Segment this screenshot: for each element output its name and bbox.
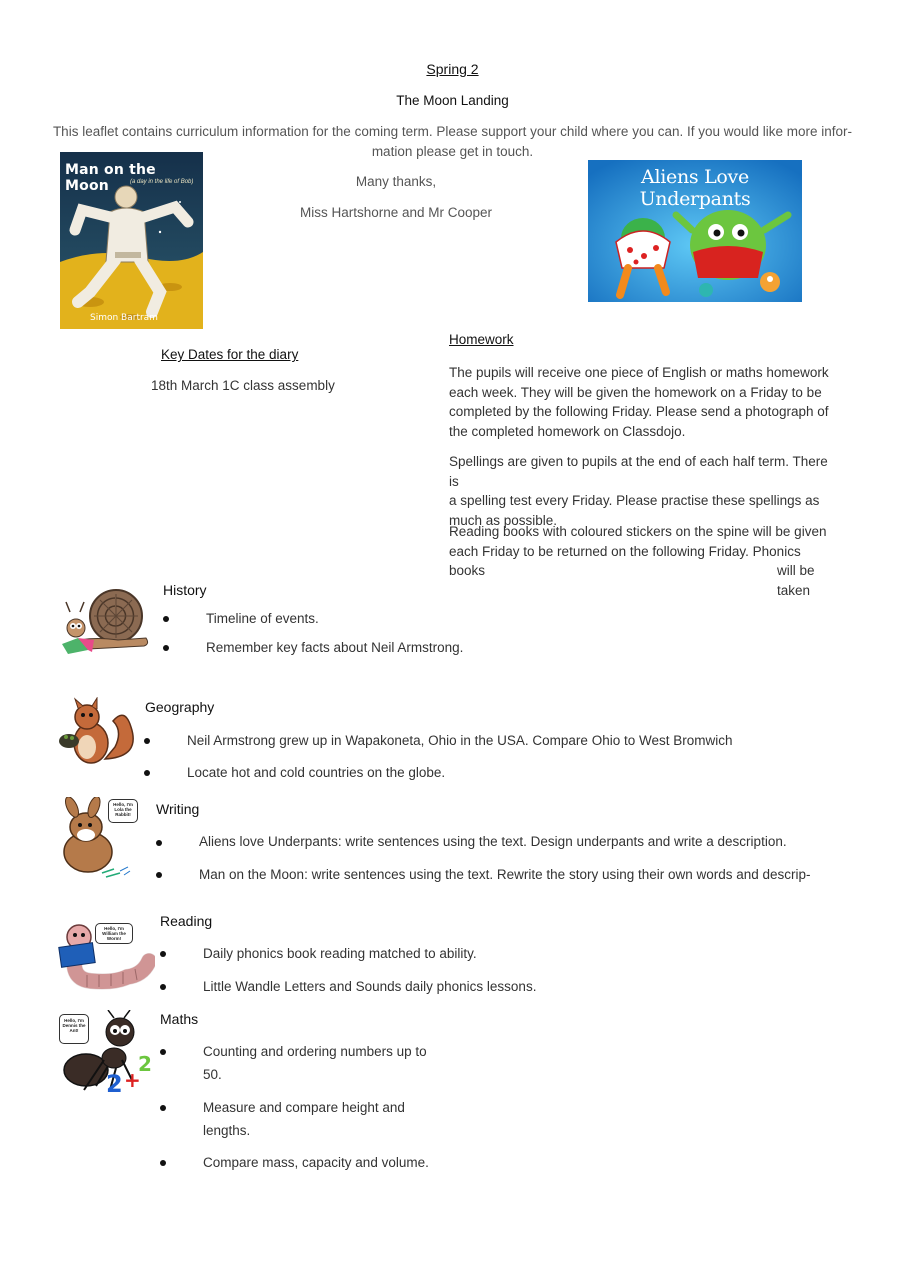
number-two-blue-icon: 2 (106, 1070, 123, 1098)
book-subtitle: (a day in the life of Bob) (130, 179, 194, 185)
topic-title: The Moon Landing (396, 93, 509, 108)
homework-paragraph-2 (449, 452, 834, 530)
writing-item: Aliens love Underpants: write sentences using the text. Design underpants and write a description. (199, 834, 787, 849)
book-author: Simon Bartram (90, 313, 158, 323)
maths-item (203, 1096, 405, 1142)
worm-illustration (57, 917, 155, 991)
number-two-green-icon: 2 (138, 1052, 152, 1076)
maths-item (203, 1151, 429, 1174)
speech-bubble: Hello, I'm Lola the Rabbit! (108, 799, 138, 823)
homework-paragraph-1 (449, 363, 834, 441)
bullet (160, 1049, 166, 1055)
writing-item: Man on the Moon: write sentences using the text. Rewrite the story using their own words and descrip- (199, 867, 811, 882)
aliens-love-underpants-cover (588, 160, 802, 302)
key-dates-heading: Key Dates for the diary (161, 347, 299, 362)
book-title: Man on the Moon (65, 162, 156, 194)
plus-red-icon: + (124, 1068, 141, 1092)
speech-bubble: Hello, I'm Dennis the Ant! (59, 1014, 89, 1044)
snail-illustration (58, 588, 153, 656)
writing-heading: Writing (156, 801, 200, 817)
bullet (160, 984, 166, 990)
thanks-text: Many thanks, (355, 174, 437, 189)
text-line: Reading books with coloured stickers on the spine will be given (449, 524, 827, 539)
text-line: much as possible. (449, 512, 558, 528)
bullet (163, 645, 169, 651)
bullet (160, 951, 166, 957)
rabbit-illustration (58, 797, 140, 879)
bullet (156, 840, 162, 846)
key-date-item: 18th March 1C class assembly (151, 378, 335, 393)
text-line: 50. (203, 1067, 222, 1082)
man-on-the-moon-cover (60, 152, 203, 329)
geography-item: Locate hot and cold countries on the globe. (187, 765, 446, 780)
text-line: The pupils will receive one piece of English or maths homework (449, 365, 829, 380)
text-line: Measure and compare height and (203, 1100, 405, 1115)
bullet (163, 616, 169, 622)
term-title: Spring 2 (426, 61, 479, 77)
history-heading: History (163, 582, 207, 598)
reading-heading: Reading (160, 913, 213, 929)
text-line: a spelling test every Friday. Please practise these spellings as (449, 493, 820, 508)
text-line: Spellings are given to pupils at the end of each half term. There is (449, 454, 828, 489)
reading-item: Little Wandle Letters and Sounds daily phonics lessons. (203, 979, 537, 994)
speech-bubble: Hello, I'm William the Worm! (95, 923, 133, 944)
history-item: Remember key facts about Neil Armstrong. (206, 640, 464, 655)
signoff-text: Miss Hartshorne and Mr Cooper (299, 205, 493, 220)
bullet (144, 770, 150, 776)
squirrel-illustration (57, 697, 137, 769)
homework-heading: Homework (449, 332, 514, 347)
geography-item: Neil Armstrong grew up in Wapakoneta, Ohio in the USA. Compare Ohio to West Bromwich (187, 733, 733, 748)
text-line: each week. They will be given the homework on a Friday to be (449, 384, 822, 400)
text-line: each Friday to be returned on the following Friday. Phonics books (449, 543, 801, 578)
text-line: lengths. (203, 1123, 251, 1138)
homework-trail (777, 561, 815, 600)
intro-line-2: mation please get in touch. (371, 144, 534, 159)
bullet (144, 738, 150, 744)
text-line: Compare mass, capacity and volume. (203, 1155, 429, 1170)
reading-item: Daily phonics book reading matched to ability. (203, 946, 477, 961)
bullet (160, 1160, 166, 1166)
intro-line-1: This leaflet contains curriculum information for the coming term. Please support your child where you can. If you would like more infor- (52, 124, 853, 139)
maths-item (203, 1040, 427, 1086)
text-line: completed by the following Friday. Please send a photograph of (449, 404, 829, 419)
ant-illustration (58, 1010, 156, 1098)
book-title: Aliens Love Underpants (639, 166, 751, 210)
bullet (160, 1105, 166, 1111)
text-line: the completed homework on Classdojo. (449, 423, 686, 439)
bullet (156, 872, 162, 878)
text-line: taken (777, 582, 811, 598)
maths-heading: Maths (160, 1011, 199, 1027)
text-line: will be (777, 563, 815, 578)
geography-heading: Geography (145, 699, 215, 715)
text-line: Counting and ordering numbers up to (203, 1044, 427, 1059)
history-item: Timeline of events. (206, 611, 319, 626)
